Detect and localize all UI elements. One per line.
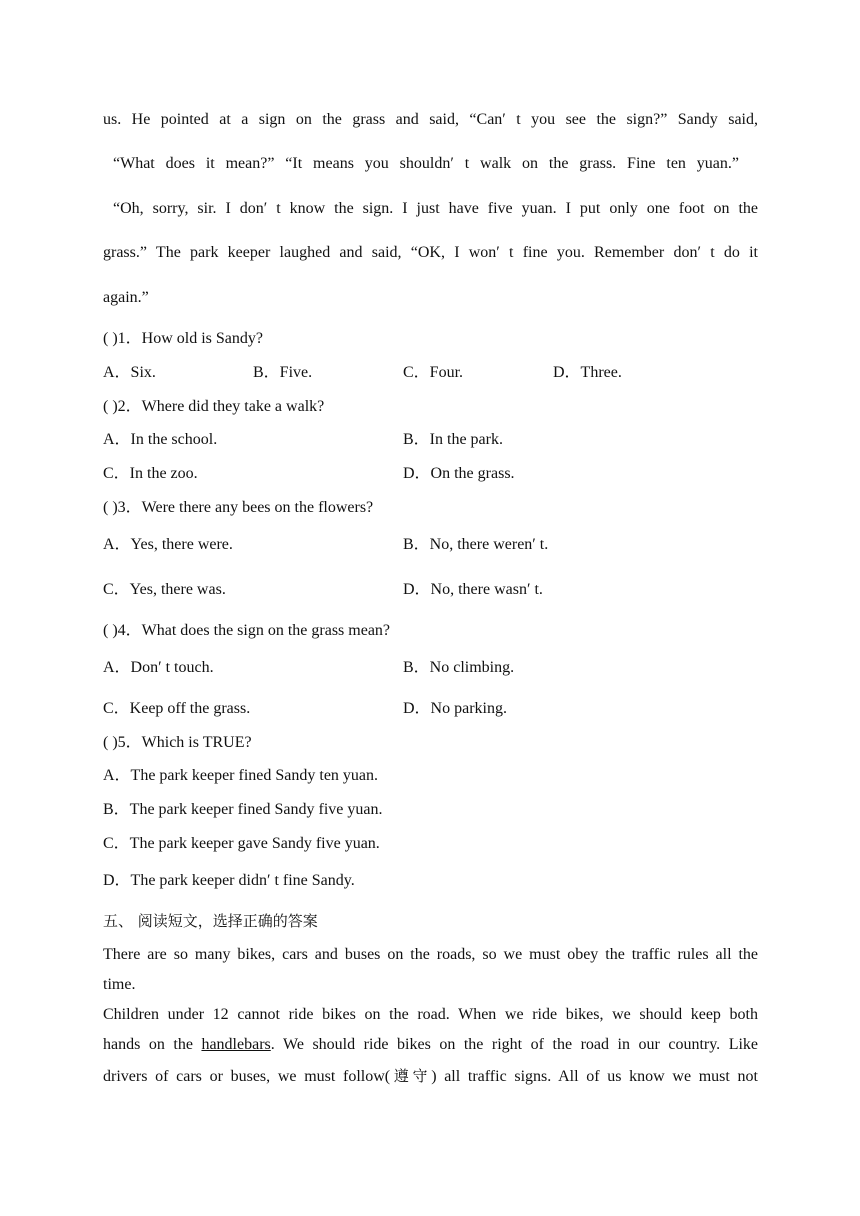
- passage-line-4: grass.” The park keeper laughed and said, “OK, I won′ t fine you. Remember don′ t do it: [103, 244, 758, 261]
- question-3-option-d: D．No, there wasn′ t.: [403, 581, 543, 598]
- question-5-option-c: C．The park keeper gave Sandy five yuan.: [103, 835, 380, 852]
- question-1-option-a: A．Six.: [103, 364, 156, 381]
- question-3-option-b: B．No, there weren′ t.: [403, 536, 549, 553]
- question-4-option-d: D．No parking.: [403, 700, 507, 717]
- question-1-stem: ( )1．How old is Sandy?: [103, 330, 263, 347]
- question-2-option-b: B．In the park.: [403, 431, 503, 448]
- question-2-option-a: A．In the school.: [103, 431, 218, 448]
- question-5-option-a: A．The park keeper fined Sandy ten yuan.: [103, 767, 379, 784]
- section5-line-5: [103, 1066, 758, 1086]
- section5-line-5-end: ) all traffic signs. All of us know we must not: [431, 1068, 758, 1085]
- section5-line-4-start: hands on the: [103, 1036, 202, 1053]
- passage-line-3: “Oh, sorry, sir. I don′ t know the sign. I just have five yuan. I put only one foot on the: [113, 200, 758, 217]
- question-1-option-b: B．Five.: [253, 364, 313, 381]
- question-2-stem: ( )2．Where did they take a walk?: [103, 398, 325, 415]
- passage-line-1: us. He pointed at a sign on the grass and said, “Can′ t you see the sign?” Sandy said,: [103, 111, 758, 128]
- question-3-stem: ( )3．Were there any bees on the flowers?: [103, 499, 374, 516]
- question-4-option-b: B．No climbing.: [403, 659, 515, 676]
- question-4-option-c: C．Keep off the grass.: [103, 700, 251, 717]
- question-5-option-d: D．The park keeper didn′ t fine Sandy.: [103, 872, 355, 889]
- section5-line-4-end: . We should ride bikes on the right of the road in our country. Like: [270, 1036, 758, 1053]
- section5-line-2: time.: [103, 976, 136, 993]
- section5-line-4: [103, 1035, 758, 1055]
- section5-line-1: There are so many bikes, cars and buses on the roads, so we must obey the traffic rules all the: [103, 946, 758, 963]
- question-5-option-b: B．The park keeper fined Sandy five yuan.: [103, 801, 383, 818]
- question-4-stem: ( )4．What does the sign on the grass mean?: [103, 622, 391, 639]
- section5-line-5-start: drivers of cars or buses, we must follow(: [103, 1068, 391, 1085]
- question-2-option-c: C．In the zoo.: [103, 465, 198, 482]
- question-4-option-a: A．Don′ t touch.: [103, 659, 214, 676]
- question-3-option-a: A．Yes, there were.: [103, 536, 233, 553]
- underlined-word-handlebars: handlebars: [201, 1036, 271, 1053]
- passage-line-5: again.”: [103, 289, 149, 306]
- question-1-option-d: D．Three.: [553, 364, 622, 381]
- question-3-option-c: C．Yes, there was.: [103, 581, 226, 598]
- question-1-option-c: C．Four.: [403, 364, 464, 381]
- question-5-stem: ( )5．Which is TRUE?: [103, 734, 252, 751]
- passage-line-2: “What does it mean?” “It means you shouldn′ t walk on the grass. Fine ten yuan.”: [113, 155, 739, 172]
- question-2-option-d: D．On the grass.: [403, 465, 515, 482]
- section5-line-3: Children under 12 cannot ride bikes on the road. When we ride bikes, we should keep both: [103, 1006, 758, 1023]
- chinese-gloss: 遵守: [390, 1067, 432, 1085]
- section-heading: 五、 阅读短文，选择正确的答案: [103, 912, 318, 930]
